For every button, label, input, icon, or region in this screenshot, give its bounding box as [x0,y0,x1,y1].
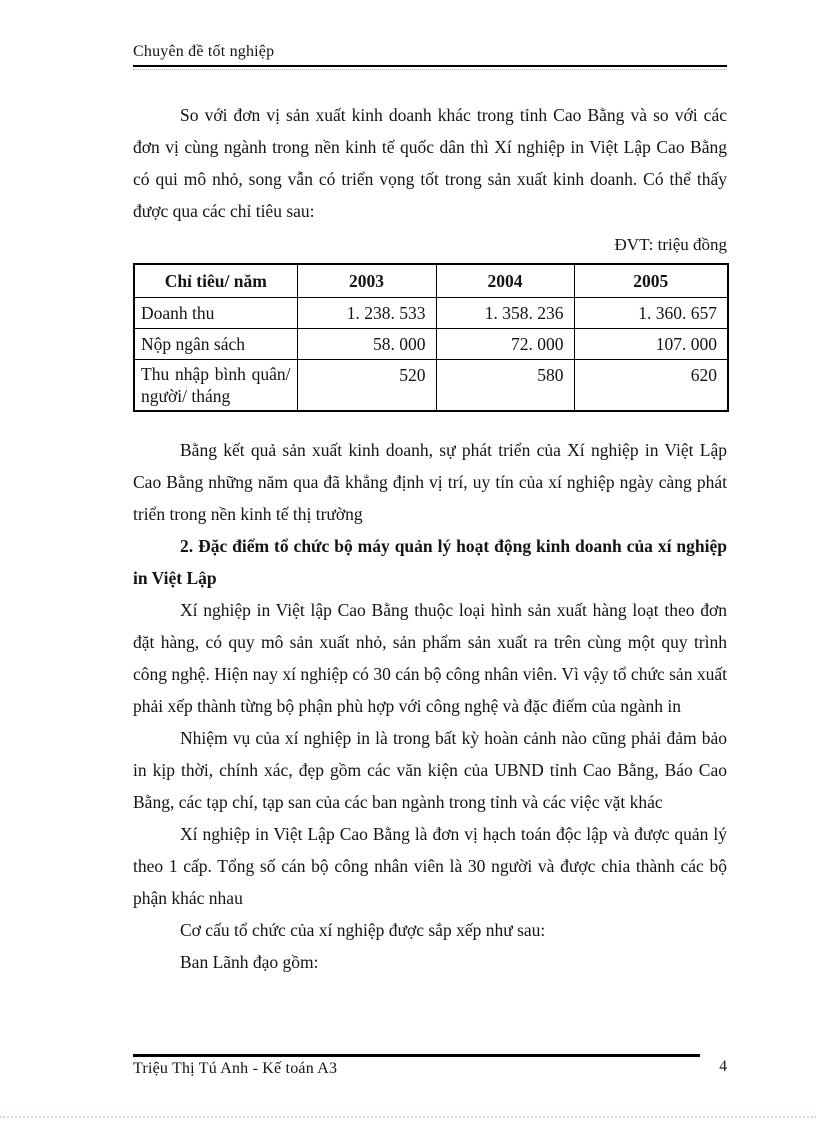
scan-artifact-dotted-line [0,1116,816,1118]
table-header-2005: 2005 [574,264,728,298]
revenue-2005: 1. 360. 657 [574,298,728,329]
table-header-row [134,264,728,298]
indicators-table [133,263,729,412]
income-2004: 580 [436,360,574,412]
paragraph-results: Bằng kết quả sản xuất kinh doanh, sự phát triển của Xí nghiệp in Việt Lập Cao Bằng những năm qua đã khẳng định vị trí, uy tín của xí nghiệp ngày càng phát triển trong nền kinh tế thị trường [133,440,727,524]
budget-2005: 107. 000 [574,329,728,360]
row-label-budget: Nộp ngân sách [134,329,297,360]
table-row-income [134,360,728,412]
income-2003: 520 [297,360,436,412]
paragraph-mission: Nhiệm vụ của xí nghiệp in là trong bất kỳ hoàn cảnh nào cũng phải đảm bảo in kịp thời, chính xác, đẹp gồm các văn kiện của UBND tỉnh Cao Bằng, Báo Cao Bằng, các tạp chí, tạp san của các ban ngành trong tỉnh và các việc vặt khác [133,728,727,812]
table-row-budget [134,329,728,360]
table-header-2004: 2004 [436,264,574,298]
table-row-revenue [134,298,728,329]
running-header-title: Chuyên đề tốt nghiệp [133,43,275,60]
revenue-2004: 1. 358. 236 [436,298,574,329]
paragraph-accounting-unit: Xí nghiệp in Việt Lập Cao Bằng là đơn vị hạch toán độc lập và được quản lý theo 1 cấp. Tổng số cán bộ công nhân viên là 30 người và được chia thành các bộ phận khác nhau [133,824,727,908]
paragraph-intro: So với đơn vị sản xuất kinh doanh khác trong tỉnh Cao Bằng và so với các đơn vị cùng ngành trong nền kinh tế quốc dân thì Xí nghiệp in Việt Lập Cao Bằng có qui mô nhỏ, song vẫn có triển vọng tốt trong sản xuất kinh doanh. Có thể thấy được qua các chỉ tiêu sau: [133,105,727,221]
revenue-2003: 1. 238. 533 [297,298,436,329]
row-label-revenue: Doanh thu [134,298,297,329]
income-2005: 620 [574,360,728,412]
budget-2004: 72. 000 [436,329,574,360]
unit-label: ĐVT: triệu đồng [614,235,727,254]
budget-2003: 58. 000 [297,329,436,360]
page-number: 4 [719,1058,727,1075]
table-header-2003: 2003 [297,264,436,298]
table-header-indicator: Chỉ tiêu/ năm [134,264,297,298]
section-heading-2: 2. Đặc điểm tổ chức bộ máy quản lý hoạt động kinh doanh của xí nghiệp in Việt Lập [133,536,727,588]
page-body [133,99,727,978]
running-header [133,42,727,70]
footer-author: Triệu Thị Tú Anh - Kế toán A3 [133,1060,338,1077]
row-label-income: Thu nhập bình quân/ người/ tháng [134,360,297,412]
footer-rule-divider [133,1054,700,1057]
paragraph-board: Ban Lãnh đạo gồm: [180,952,319,972]
paragraph-structure-lead: Cơ cấu tổ chức của xí nghiệp được sắp xếp như sau: [180,920,546,940]
paragraph-production-type: Xí nghiệp in Việt lập Cao Bằng thuộc loại hình sản xuất hàng loạt theo đơn đặt hàng, có quy mô sản xuất nhỏ, sản phẩm sản xuất ra trên cùng một quy trình công nghệ. Hiện nay xí nghiệp có 30 cán bộ công nhân viên. Vì vậy tổ chức sản xuất phải xếp thành từng bộ phận phù hợp với công nghệ và đặc điểm của ngành in [133,600,727,716]
page-footer [133,1054,727,1079]
header-rule-divider [133,65,727,70]
